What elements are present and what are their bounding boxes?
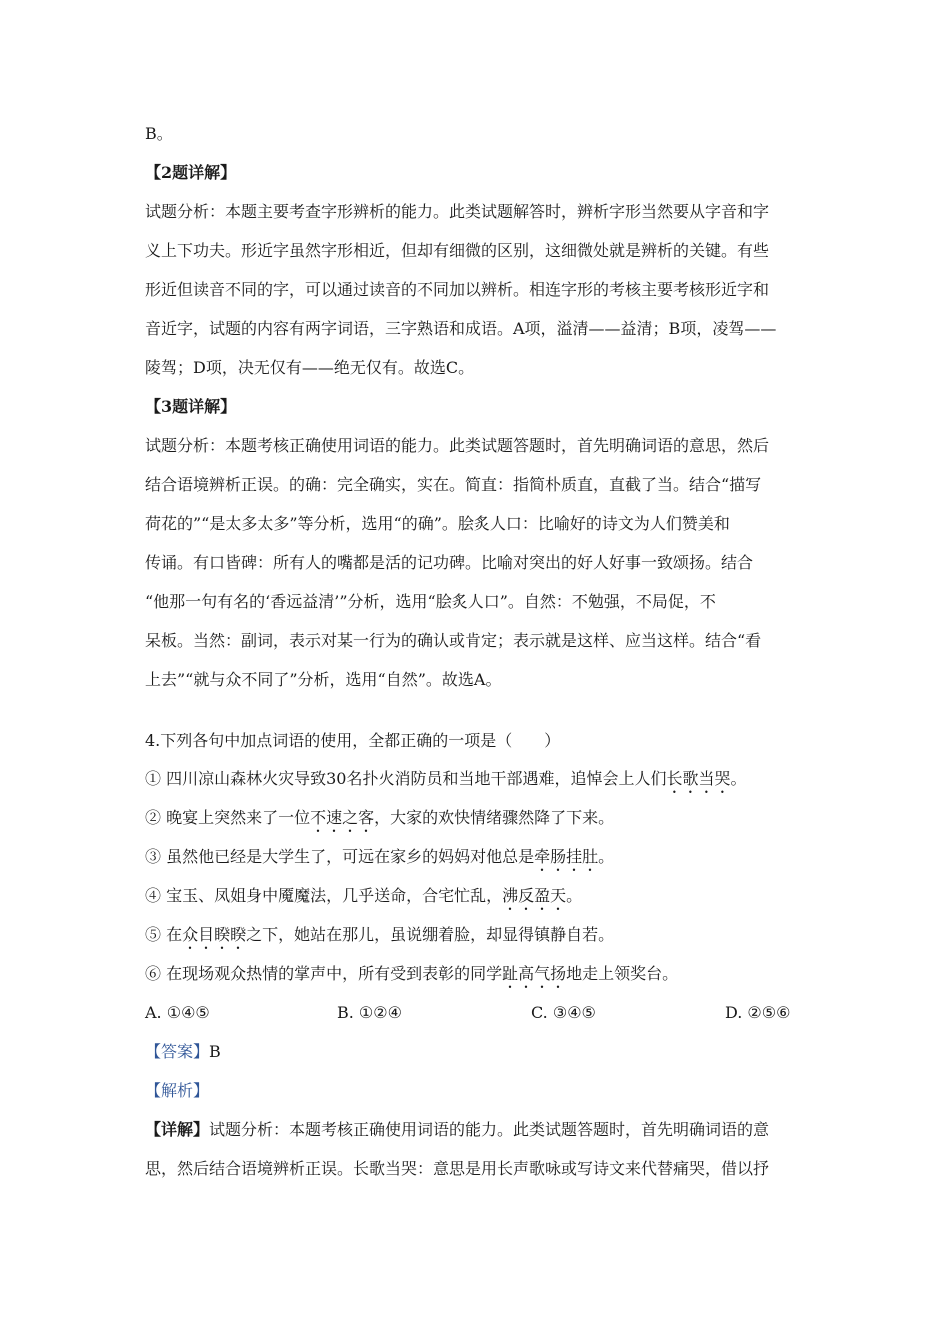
sentence-text: 。 <box>598 847 615 866</box>
sentence-text: ④ 宝玉、凤姐身中魇魔法，几乎送命，合宅忙乱， <box>145 886 503 905</box>
paragraph-line: 音近字，试题的内容有两字词语，三字熟语和成语。A项，溢清——益清；B项，凌驾—— <box>145 319 777 338</box>
paragraph-line: 呆板。当然：副词，表示对某一行为的确认或肯定；表示就是这样、应当这样。结合“看 <box>145 631 762 650</box>
sentence-text: 地走上领奖台。 <box>566 964 679 983</box>
option-c: C. ③④⑤ <box>531 1003 596 1022</box>
answer-label: 【答案】 <box>145 1042 210 1061</box>
dotted-term: 长歌当哭 <box>666 769 731 788</box>
section-2-heading: 【2题详解】 <box>145 163 237 182</box>
sentence-text: 。 <box>730 769 747 788</box>
dotted-term: 趾高气扬 <box>502 964 567 983</box>
question-sentence-2 <box>145 808 614 836</box>
question-4-stem: 4.下列各句中加点词语的使用，全都正确的一项是（ ） <box>145 731 561 750</box>
paragraph-line: “他那一句有名的‘香远益清’”分析，选用“脍炙人口”。自然：不勉强，不局促，不 <box>145 592 716 611</box>
dotted-term: 牵肠挂肚 <box>534 847 599 866</box>
paragraph-line: 义上下功夫。形近字虽然字形相近，但却有细微的区别，这细微处就是辨析的关键。有些 <box>145 241 770 260</box>
dotted-term: 众目睽睽 <box>182 925 247 944</box>
paragraph-line: 荷花的”“是太多太多”等分析，选用“的确”。脍炙人口：比喻好的诗文为人们赞美和 <box>145 514 730 533</box>
answer-options <box>145 1003 810 1023</box>
question-sentence-3 <box>145 847 614 875</box>
detail-line-2: 思，然后结合语境辨析正误。长歌当哭：意思是用长声歌咏或写诗文来代替痛哭，借以抒 <box>145 1159 770 1178</box>
option-d: D. ②⑤⑥ <box>725 1003 791 1022</box>
option-b: B. ①②④ <box>337 1003 402 1022</box>
paragraph-line: 试题分析：本题考核正确使用词语的能力。此类试题答题时，首先明确词语的意思，然后 <box>145 436 770 455</box>
sentence-text: ，大家的欢快情绪骤然降了下来。 <box>374 808 615 827</box>
paragraph-line: 结合语境辨析正误。的确：完全确实，实在。简直：指简朴质直，直截了当。结合“描写 <box>145 475 762 494</box>
dotted-term: 沸反盈天 <box>502 886 567 905</box>
question-sentence-6 <box>145 964 678 992</box>
sentence-text: ⑤ 在 <box>145 925 183 944</box>
paragraph-line: 传诵。有口皆碑：所有人的嘴都是活的记功碑。比喻对突出的好人好事一致颂扬。结合 <box>145 553 754 572</box>
paragraph-line: 形近但读音不同的字，可以通过读音的不同加以辨析。相连字形的考核主要考核形近字和 <box>145 280 770 299</box>
question-sentence-1 <box>145 769 746 797</box>
paragraph-line: 陵驾；D项，决无仅有——绝无仅有。故选C。 <box>145 358 475 377</box>
option-a: A. ①④⑤ <box>145 1003 210 1022</box>
sentence-text: 。 <box>566 886 583 905</box>
sentence-text: ⑥ 在现场观众热情的掌声中，所有受到表彰的同学 <box>145 964 503 983</box>
analysis-label: 【解析】 <box>145 1081 210 1100</box>
previous-answer: B。 <box>145 124 173 143</box>
question-sentence-4 <box>145 886 582 914</box>
detail-text: 试题分析：本题考核正确使用词语的能力。此类试题答题时，首先明确词语的意 <box>209 1120 770 1139</box>
sentence-text: ② 晚宴上突然来了一位 <box>145 808 311 827</box>
answer-value: B <box>209 1042 221 1061</box>
question-sentence-5 <box>145 925 614 953</box>
detail-line-1 <box>145 1120 769 1140</box>
answer-row <box>145 1042 221 1062</box>
detail-label: 【详解】 <box>145 1120 210 1139</box>
sentence-text: ③ 虽然他已经是大学生了，可远在家乡的妈妈对他总是 <box>145 847 535 866</box>
paragraph-line: 试题分析：本题主要考查字形辨析的能力。此类试题解答时，辨析字形当然要从字音和字 <box>145 202 770 221</box>
dotted-term: 不速之客 <box>310 808 375 827</box>
section-3-heading: 【3题详解】 <box>145 397 237 416</box>
sentence-text: ① 四川凉山森林火灾导致30名扑火消防员和当地干部遇难，追悼会上人们 <box>145 769 667 788</box>
sentence-text: 之下，她站在那儿，虽说绷着脸，却显得镇静自若。 <box>246 925 615 944</box>
paragraph-line: 上去”“就与众不同了”分析，选用“自然”。故选A。 <box>145 670 502 689</box>
